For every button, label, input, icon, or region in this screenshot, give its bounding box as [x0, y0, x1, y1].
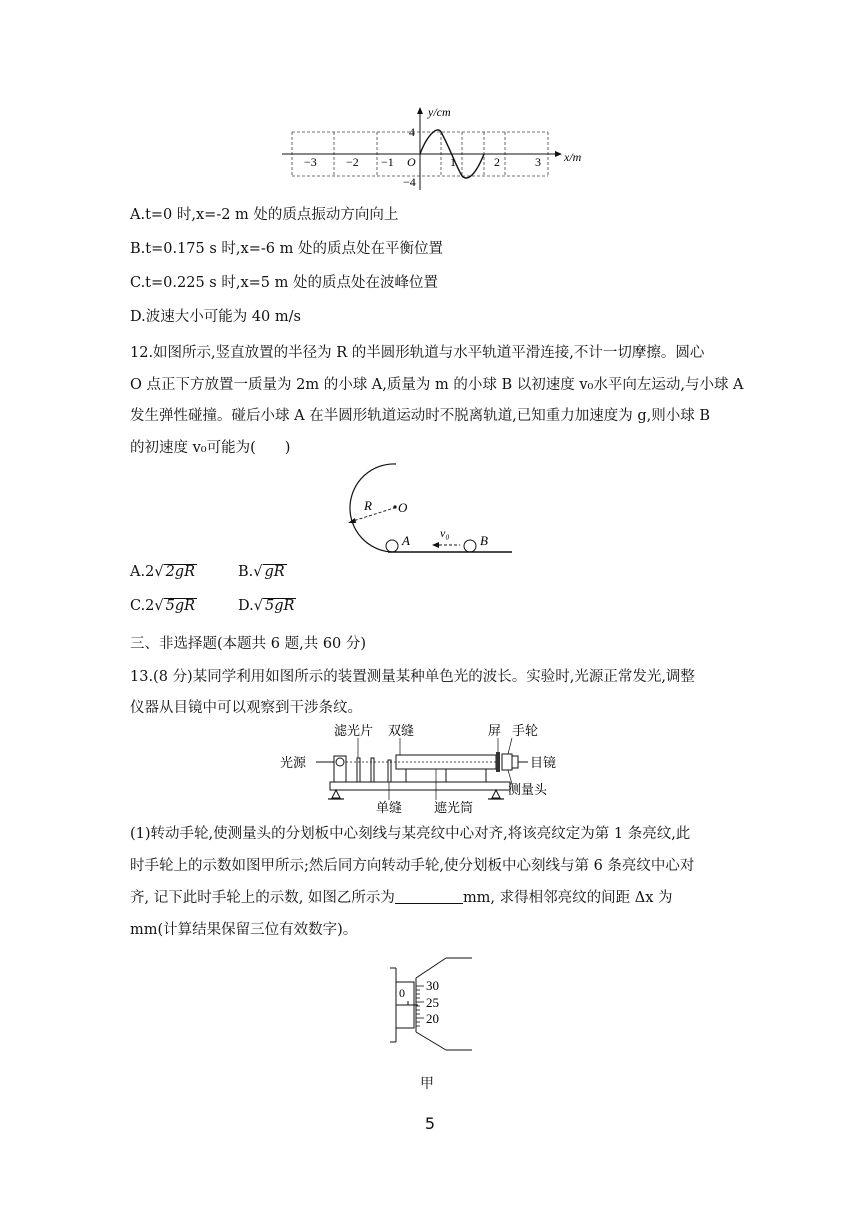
label-eyepiece: 目镜 [530, 755, 557, 770]
q13-part1-line2: 时手轮上的示数如图甲所示;然后同方向转动手轮,使分划板中心刻线与第 6 条亮纹中心对 [130, 858, 695, 874]
q11-option-b: B.t=0.175 s 时,x=-6 m 处的质点处在平衡位置 [130, 241, 443, 257]
q11-option-a: A.t=0 时,x=-2 m 处的质点振动方向向上 [130, 207, 399, 223]
micrometer-figure [388, 956, 478, 1054]
q13-part1-line3: 齐, 记下此时手轮上的示数, 如图乙所示为 mm, 求得相邻亮纹的间距 Δx 为 [130, 890, 673, 906]
answer-blank[interactable] [395, 889, 463, 904]
q13-part1-line4: mm(计算结果保留三位有效数字)。 [130, 922, 358, 938]
x-axis-label: x/m [564, 150, 582, 164]
origin-label: O [407, 155, 416, 169]
q12-option-d: D.√ 5gR [238, 598, 295, 614]
radius-label: R [364, 498, 372, 513]
x-tick-neg1: −1 [381, 155, 394, 169]
q12-text-line4: 的初速度 v₀可能为( ) [130, 440, 291, 456]
interference-apparatus-figure [276, 722, 576, 814]
q12-option-b: B.√ gR [238, 564, 285, 580]
wave-graph [278, 104, 588, 192]
ball-b [464, 540, 476, 552]
x-tick-2: 2 [494, 155, 500, 169]
q12-text-line1: 12.如图所示,竖直放置的半径为 R 的半圆形轨道与水平轨道平滑连接,不计一切摩擦。圆心 [130, 345, 705, 361]
thimble-lower [416, 1032, 446, 1050]
label-single-slit: 单缝 [376, 800, 403, 814]
label-tube: 遮光筒 [434, 800, 474, 814]
q12-option-a: A.2√ 2gR [130, 564, 195, 580]
label-measuring-head: 测量头 [508, 782, 548, 797]
x-tick-neg2: −2 [346, 155, 359, 169]
center-label: O [398, 500, 408, 515]
q11-option-c: C.t=0.225 s 时,x=5 m 处的质点处在波峰位置 [130, 275, 438, 291]
radius-line [350, 508, 394, 522]
micrometer-caption: 甲 [420, 1076, 434, 1092]
page-number: 5 [424, 1114, 436, 1133]
y-tick-neg4: −4 [403, 175, 416, 189]
measuring-head [502, 754, 512, 770]
ball-b-label: B [480, 533, 488, 548]
label-light-source: 光源 [280, 755, 307, 770]
section-title: 三、非选择题(本题共 6 题,共 60 分) [130, 636, 367, 652]
light-source [334, 756, 346, 782]
semicircle-track-figure [336, 460, 516, 558]
semicircle-track [350, 464, 396, 552]
label-handwheel: 手轮 [512, 723, 539, 738]
x-tick-3: 3 [535, 155, 541, 169]
y-axis-label: y/cm [428, 105, 451, 119]
x-tick-neg3: −3 [304, 155, 317, 169]
q13-text-line2: 仪器从目镜中可以观察到干涉条纹。 [130, 700, 362, 716]
q13-text-line1: 13.(8 分)某同学利用如图所示的装置测量某种单色光的波长。实验时,光源正常发光,调整 [130, 669, 695, 685]
ball-a [386, 540, 398, 552]
x-tick-1: 1 [450, 155, 456, 169]
label-double-slit: 双缝 [388, 723, 415, 738]
thimble-upper [416, 958, 446, 978]
q12-option-c: C.2√ 5gR [130, 598, 196, 614]
q13-part1-line1: (1)转动手轮,使测量头的分划板中心刻线与某亮纹中心对齐,将该亮纹定为第 1 条亮纹,此 [130, 826, 691, 842]
ball-a-label: A [402, 533, 410, 548]
q11-option-d: D.波速大小可能为 40 m/s [130, 309, 301, 325]
y-tick-4: 4 [409, 125, 415, 139]
label-filter: 滤光片 [334, 723, 374, 738]
velocity-label: v₀ [440, 526, 450, 540]
q12-text-line2: O 点正下方放置一质量为 2m 的小球 A,质量为 m 的小球 B 以初速度 v₀水平向左运动,与小球 A [130, 377, 744, 393]
q12-text-line3: 发生弹性碰撞。碰后小球 A 在半圆形轨道运动时不脱离轨道,已知重力加速度为 g,则小球 B [130, 408, 711, 424]
thimble-tick-20: 20 [426, 1011, 439, 1026]
thimble-tick-25: 25 [426, 995, 439, 1010]
thimble-tick-30: 30 [426, 978, 439, 993]
optical-bench [330, 782, 510, 790]
main-scale-zero: 0 [399, 986, 405, 1000]
label-screen: 屏 [488, 723, 502, 738]
